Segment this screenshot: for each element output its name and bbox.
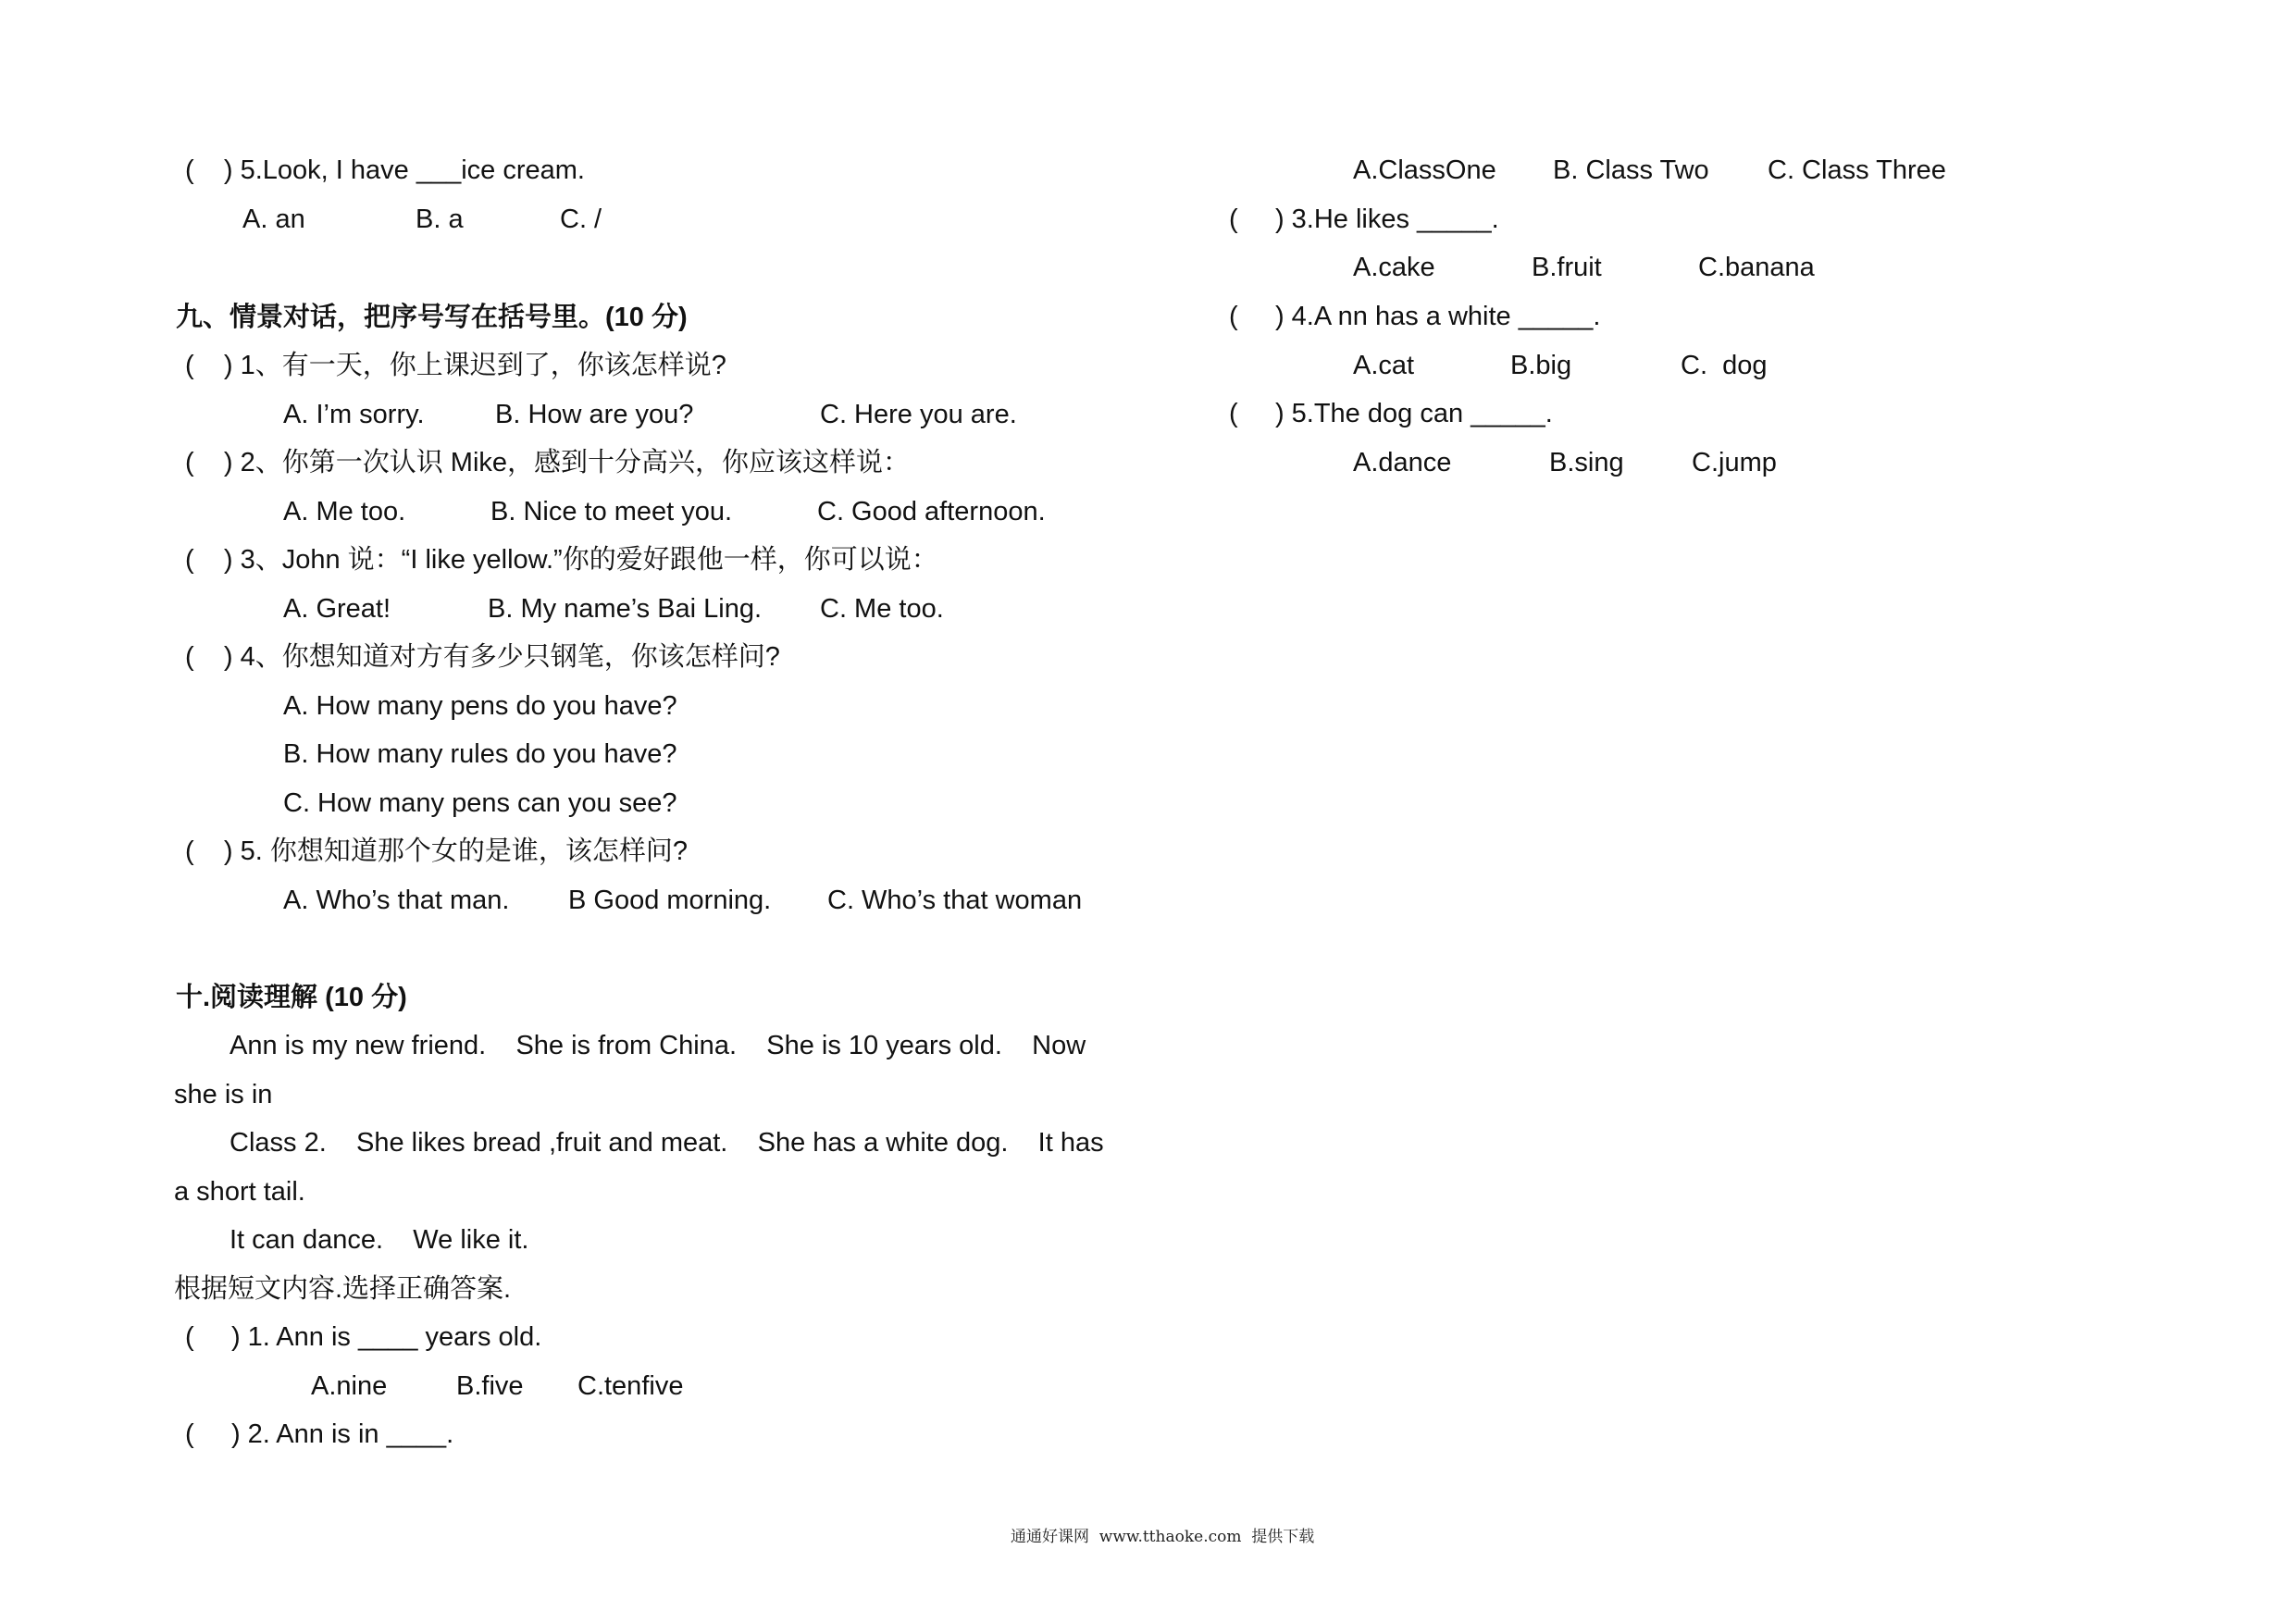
question-stem: ( ) 4、你想知道对方有多少只钢笔，你该怎样问? <box>185 642 780 672</box>
option-a: A. I’m sorry. <box>283 400 425 429</box>
question-stem: ( ) 5. 你想知道那个女的是谁，该怎样问? <box>185 836 688 866</box>
option-a: A. Who’s that man. <box>283 886 510 915</box>
instruction: 根据短文内容.选择正确答案. <box>174 1274 512 1304</box>
passage-line: a short tail. <box>174 1177 305 1207</box>
question-stem: ( ) 1. Ann is ____ years old. <box>185 1322 542 1352</box>
option-a: A.dance <box>1353 448 1452 477</box>
section-9-title: 九、情景对话，把序号写在括号里。(10 分) <box>176 303 688 332</box>
option-c: C. How many pens can you see? <box>283 788 677 818</box>
option-a: A.cake <box>1353 253 1435 282</box>
option-b: B.big <box>1510 351 1572 380</box>
option-c: C.jump <box>1692 448 1777 477</box>
option-c: C. Good afternoon. <box>817 497 1046 527</box>
option-c: C. / <box>560 204 602 234</box>
option-b: B. a <box>416 204 464 234</box>
option-a: A.nine <box>311 1371 388 1401</box>
option-a: A.cat <box>1353 351 1415 380</box>
passage-line: she is in <box>174 1080 273 1109</box>
option-b: B. How are you? <box>495 400 694 429</box>
question-stem: ( ) 3、John 说：“I like yellow.”你的爱好跟他一样，你可以说： <box>185 545 938 575</box>
option-c: C. Me too. <box>820 594 944 624</box>
option-b: B.five <box>456 1371 524 1401</box>
option-c: C. Who’s that woman <box>827 886 1083 915</box>
option-a: A.ClassOne <box>1353 155 1496 185</box>
passage-line: Ann is my new friend. She is from China. She is 10 years old. Now <box>230 1031 1086 1060</box>
question-stem: ( ) 5.Look, I have ___ice cream. <box>185 155 585 185</box>
option-a: A. Me too. <box>283 497 406 527</box>
question-stem: ( ) 3.He likes _____. <box>1229 204 1499 234</box>
option-a: A. How many pens do you have? <box>283 691 677 721</box>
option-b: B.fruit <box>1532 253 1602 282</box>
question-stem: ( ) 2、你第一次认识 Mike，感到十分高兴，你应该这样说： <box>185 448 911 477</box>
option-c: C.tenfive <box>577 1371 684 1401</box>
question-stem: ( ) 5.The dog can _____. <box>1229 399 1553 428</box>
option-c: C.banana <box>1698 253 1815 282</box>
option-b: B Good morning. <box>568 886 772 915</box>
option-b: B. My name’s Bai Ling. <box>488 594 763 624</box>
option-b: B. How many rules do you have? <box>283 739 677 769</box>
option-b: B. Class Two <box>1553 155 1709 185</box>
section-10-title: 十.阅读理解 (10 分) <box>176 983 407 1012</box>
option-a: A. an <box>242 204 305 234</box>
question-stem: ( ) 1、有一天，你上课迟到了，你该怎样说? <box>185 351 726 380</box>
option-a: A. Great! <box>283 594 391 624</box>
option-c: C. dog <box>1681 351 1768 380</box>
page-footer: 通通好课网 www.tthaoke.com 提供下载 <box>1011 1528 1315 1546</box>
passage-line: Class 2. She likes bread ,fruit and meat. She has a white dog. It has <box>230 1128 1104 1158</box>
option-c: C. Class Three <box>1768 155 1946 185</box>
option-c: C. Here you are. <box>820 400 1017 429</box>
option-b: B.sing <box>1549 448 1624 477</box>
question-stem: ( ) 4.A nn has a white _____. <box>1229 302 1601 331</box>
question-stem: ( ) 2. Ann is in ____. <box>185 1419 454 1449</box>
option-b: B. Nice to meet you. <box>490 497 733 527</box>
passage-line: It can dance. We like it. <box>230 1225 529 1255</box>
